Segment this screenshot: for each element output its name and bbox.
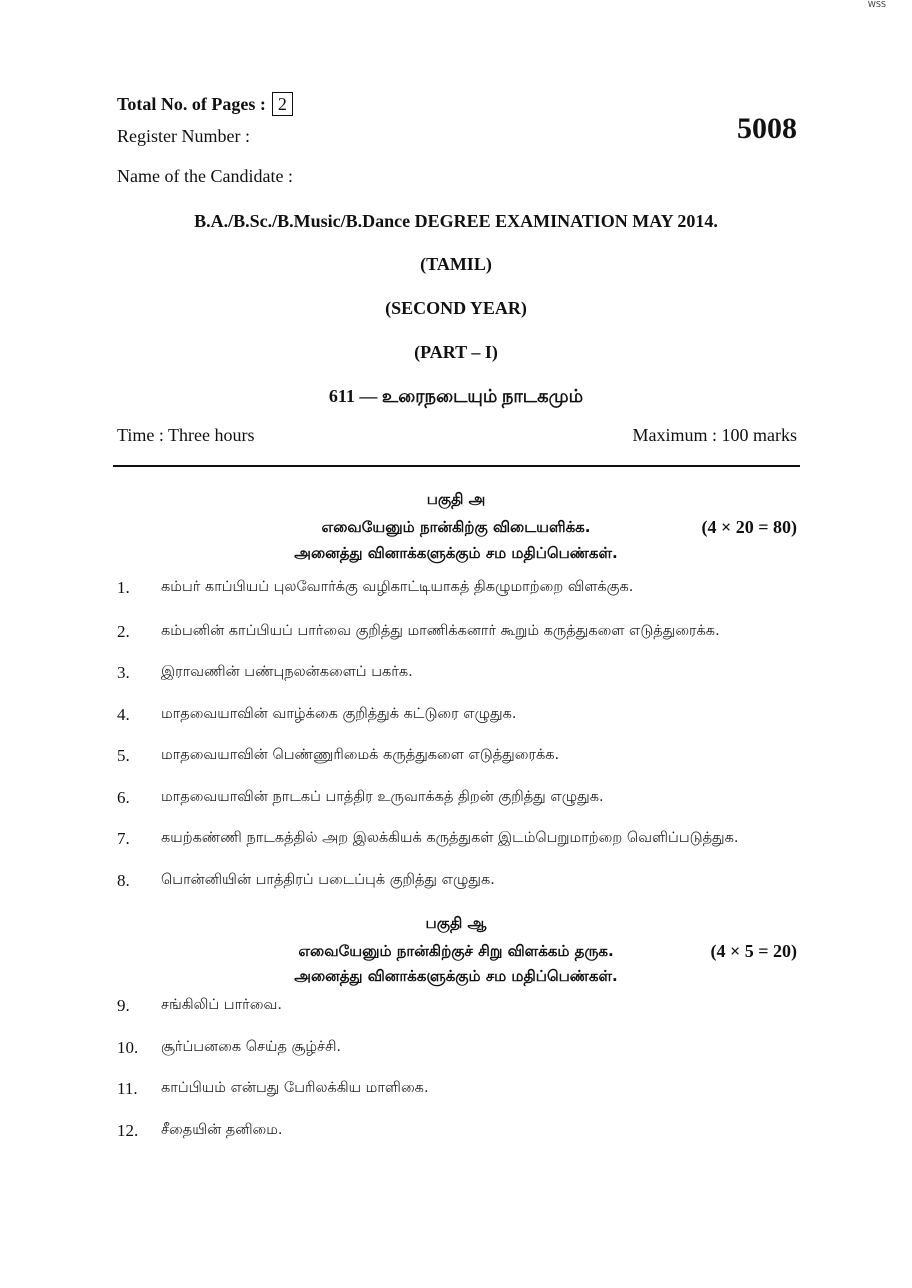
question-number: 12. — [117, 1121, 139, 1140]
question-number: 10. — [117, 1038, 139, 1057]
maximum-marks: Maximum : 100 marks — [632, 425, 797, 445]
time-allowed: Time : Three hours — [117, 425, 255, 445]
paper-code: 5008 — [737, 112, 797, 145]
exam-title: B.A./B.Sc./B.Music/B.Dance DEGREE EXAMINATION MAY 2014. — [194, 211, 718, 231]
total-pages-label: Total No. of Pages : — [117, 94, 266, 114]
question-text: கம்பனின் காப்பியப் பார்வை குறித்து மாணிக்கனார் கூறும் கருத்துகளை எடுத்துரைக்க. — [161, 623, 720, 639]
question-number: 8. — [117, 871, 130, 890]
question-number: 4. — [117, 705, 130, 724]
exam-part: (PART – I) — [414, 342, 498, 362]
section-a-instruction-2: அனைத்து வினாக்களுக்கும் சம மதிப்பெண்கள். — [294, 544, 618, 562]
question-text: கயற்கண்ணி நாடகத்தில் அற இலக்கியக் கருத்துகள் இடம்பெறுமாற்றை வெளிப்படுத்துக. — [161, 830, 739, 846]
question-number: 5. — [117, 746, 130, 765]
question-number: 2. — [117, 622, 130, 641]
question-number: 1. — [117, 578, 130, 597]
question-text: சூர்ப்பனகை செய்த சூழ்ச்சி. — [161, 1039, 342, 1055]
corner-mark: WSS — [867, 0, 886, 9]
section-a-instruction-1: எவையேனும் நான்கிற்கு விடையளிக்க. — [321, 518, 591, 536]
question-number: 11. — [117, 1079, 138, 1098]
total-pages-value: 2 — [272, 92, 293, 116]
question-text: சங்கிலிப் பார்வை. — [161, 997, 282, 1013]
section-b-title: பகுதி ஆ — [425, 914, 487, 932]
question-text: காப்பியம் என்பது பேரிலக்கிய மாளிகை. — [161, 1080, 429, 1096]
question-text: சீதையின் தனிமை. — [161, 1122, 283, 1138]
question-text: பொன்னியின் பாத்திரப் படைப்புக் குறித்து எழுதுக. — [161, 872, 495, 888]
total-pages — [117, 92, 293, 116]
register-number-label: Register Number : — [117, 126, 250, 146]
question-text: மாதவையாவின் பெண்ணுரிமைக் கருத்துகளை எடுத்துரைக்க. — [161, 747, 560, 763]
question-number: 6. — [117, 788, 130, 807]
section-a-marks: (4 × 20 = 80) — [701, 517, 797, 537]
question-text: மாதவையாவின் நாடகப் பாத்திர உருவாக்கத் திறன் குறித்து எழுதுக. — [161, 789, 604, 805]
section-b-instruction-2: அனைத்து வினாக்களுக்கும் சம மதிப்பெண்கள். — [294, 967, 618, 985]
question-number: 7. — [117, 829, 130, 848]
question-text: இராவணின் பண்புநலன்களைப் பகர்க. — [161, 664, 413, 680]
question-number: 3. — [117, 663, 130, 682]
section-b-instruction-1: எவையேனும் நான்கிற்குச் சிறு விளக்கம் தருக. — [298, 942, 614, 960]
candidate-name-label: Name of the Candidate : — [117, 166, 293, 186]
section-b-marks: (4 × 5 = 20) — [710, 941, 797, 961]
exam-year: (SECOND YEAR) — [385, 298, 527, 318]
header-divider — [113, 465, 800, 467]
paper-title: 611 — உரைநடையும் நாடகமும் — [328, 386, 584, 406]
exam-subject: (TAMIL) — [420, 254, 492, 274]
question-text: கம்பர் காப்பியப் புலவோர்க்கு வழிகாட்டியாகத் திகழுமாற்றை விளக்குக. — [161, 579, 634, 595]
section-a-title: பகுதி அ — [426, 490, 486, 508]
question-number: 9. — [117, 996, 130, 1015]
question-text: மாதவையாவின் வாழ்க்கை குறித்துக் கட்டுரை எழுதுக. — [161, 706, 517, 722]
